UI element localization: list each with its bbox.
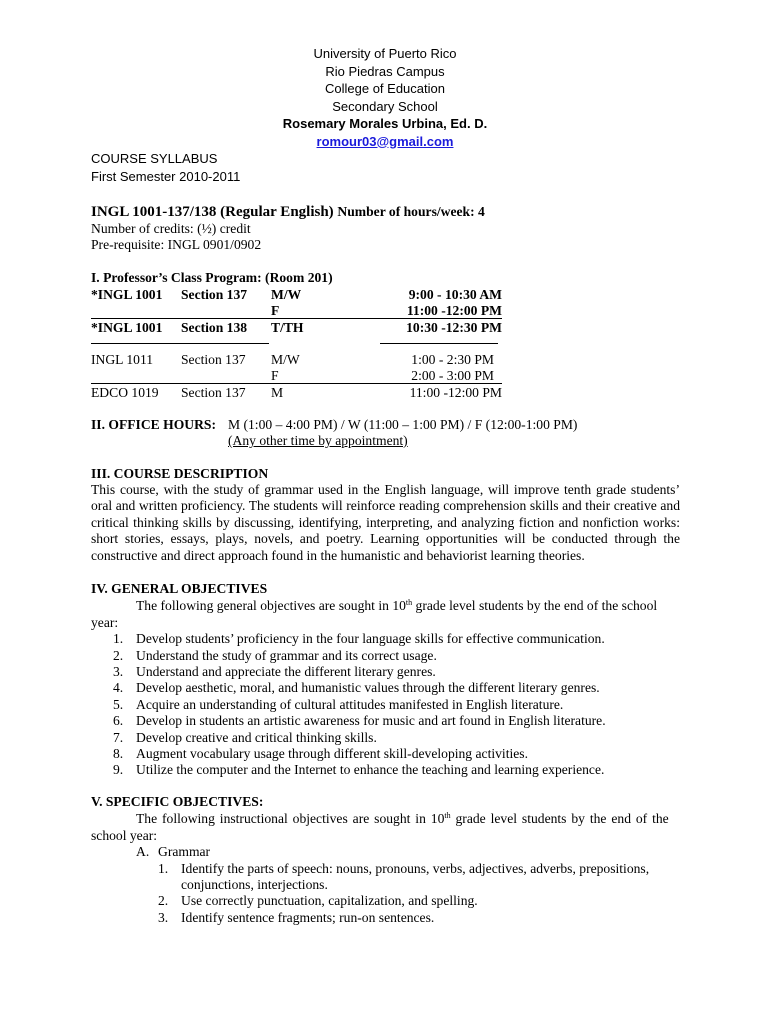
syllabus-label: COURSE SYLLABUS xyxy=(91,151,218,166)
university-name: University of Puerto Rico xyxy=(313,46,457,61)
office-hours-times: M (1:00 – 4:00 PM) / W (11:00 – 1:00 PM) / F (12:00-1:00 PM) xyxy=(228,417,578,432)
schedule-time: 1:00 - 2:30 PM xyxy=(411,352,494,367)
email-link[interactable]: romour03@gmail.com xyxy=(316,133,454,149)
specific-objectives xyxy=(91,794,680,926)
schedule-heading: I. Professor’s Class Program: (Room 201) xyxy=(91,270,333,285)
list-number: 4. xyxy=(113,680,124,696)
list-number: 2. xyxy=(113,647,124,663)
school-name: Secondary School xyxy=(332,98,438,114)
letterhead xyxy=(0,45,770,150)
divider xyxy=(91,318,502,319)
grammar-section xyxy=(91,844,680,860)
list-text: Develop students’ proficiency in the four language skills for effective communication. xyxy=(136,631,605,647)
office-hours-label: II. OFFICE HOURS: xyxy=(91,417,216,432)
semester: First Semester 2010-2011 xyxy=(91,168,241,184)
list-item xyxy=(91,680,680,696)
professor-name: Rosemary Morales Urbina, Ed. D. xyxy=(282,116,488,131)
syllabus-label-block xyxy=(91,150,240,185)
list-item xyxy=(91,893,680,909)
list-text: Identify sentence fragments; run-on sentences. xyxy=(181,909,435,925)
list-text: conjunctions, interjections. xyxy=(181,877,328,893)
intro-text: grade level students by the end of the school xyxy=(412,598,658,614)
list-item xyxy=(91,713,680,729)
intro-text: The following instructional objectives are sought in 10 xyxy=(136,811,445,827)
schedule-time: 10:30 -12:30 PM xyxy=(406,320,502,335)
general-objectives-heading: IV. GENERAL OBJECTIVES xyxy=(91,581,268,596)
prerequisite: Pre-requisite: INGL 0901/0902 xyxy=(91,237,262,253)
schedule-days: M/W xyxy=(271,352,300,367)
list-number: 7. xyxy=(113,729,124,745)
schedule-section: Section 138 xyxy=(181,320,248,335)
list-number: 9. xyxy=(113,762,124,778)
schedule-time: 9:00 - 10:30 AM xyxy=(408,287,502,302)
list-text: Understand and appreciate the different literary genres. xyxy=(136,664,436,680)
ordinal-suffix: th xyxy=(405,598,413,608)
list-number: 6. xyxy=(113,713,124,729)
list-item xyxy=(91,664,680,680)
list-number: 8. xyxy=(113,746,124,762)
schedule-section: Section 137 xyxy=(181,385,246,400)
ordinal-suffix: th xyxy=(444,811,451,821)
schedule-time: 2:00 - 3:00 PM xyxy=(411,368,494,383)
list-item xyxy=(91,861,680,894)
schedule-days: M xyxy=(271,385,284,400)
list-item xyxy=(91,910,680,926)
schedule-course: INGL 1011 xyxy=(91,352,154,367)
list-number: 2. xyxy=(158,893,169,909)
course-title: INGL 1001-137/138 (Regular English) xyxy=(91,204,334,220)
description-heading: III. COURSE DESCRIPTION xyxy=(91,466,269,481)
description-text: This course, with the study of grammar used in the English language, will improve tenth grade students’ oral and written proficiency. The students will reinforce reading comprehension skills and their creative and critical thinking skills by discussing, identifying, interpreting, and analyzing fiction and nonfiction works: short stories, essays, plays, novels, and poetry. Learning opportunities will be conducted through the constructive and direct approach found in the humanistic and behaviorist learning theories. xyxy=(91,482,680,563)
list-text: Develop creative and critical thinking skills. xyxy=(136,729,377,745)
list-number: 5. xyxy=(113,696,124,712)
intro-text: grade level students by the end of the xyxy=(450,811,669,827)
general-objectives xyxy=(91,581,680,779)
list-item xyxy=(91,746,680,762)
list-text: Acquire an understanding of cultural attitudes manifested in English literature. xyxy=(136,696,564,712)
schedule-time: 11:00 -12:00 PM xyxy=(409,385,502,400)
campus-name: Rio Piedras Campus xyxy=(325,63,445,79)
divider xyxy=(91,383,502,384)
list-item xyxy=(91,730,680,746)
schedule-course: *INGL 1001 xyxy=(91,320,163,335)
general-objectives-list xyxy=(91,631,680,779)
schedule-days: T/TH xyxy=(271,320,304,335)
schedule-days: F xyxy=(271,368,279,383)
general-objectives-intro-cont: year: xyxy=(91,614,119,630)
list-number: 1. xyxy=(113,631,124,647)
college-name: College of Education xyxy=(325,81,445,96)
divider xyxy=(380,343,498,344)
schedule-course: *INGL 1001 xyxy=(91,287,163,302)
list-item xyxy=(91,648,680,664)
schedule-course: EDCO 1019 xyxy=(91,385,159,400)
list-item xyxy=(91,631,680,647)
specific-objectives-intro-cont: school year: xyxy=(91,827,158,843)
list-text: Develop aesthetic, moral, and humanistic values through the different literary genres. xyxy=(136,680,600,696)
list-text: Understand the study of grammar and its correct usage. xyxy=(136,647,437,663)
list-text: Identify the parts of speech: nouns, pronouns, verbs, adjectives, adverbs, prepositions, xyxy=(181,860,650,876)
general-objectives-intro xyxy=(91,598,680,614)
credits: Number of credits: (½) credit xyxy=(91,221,251,236)
specific-objectives-heading: V. SPECIFIC OBJECTIVES: xyxy=(91,794,264,809)
hours-per-week: Number of hours/week: 4 xyxy=(337,204,485,219)
divider xyxy=(91,343,269,344)
intro-text: The following general objectives are sought in 10 xyxy=(136,598,406,614)
section-title: Grammar xyxy=(158,844,211,860)
specific-objectives-intro xyxy=(91,811,680,827)
schedule-section: Section 137 xyxy=(181,352,246,367)
list-number: 1. xyxy=(158,860,169,876)
list-text: Use correctly punctuation, capitalization, and spelling. xyxy=(181,893,478,909)
course-info xyxy=(91,203,485,254)
office-hours-note: (Any other time by appointment) xyxy=(228,433,408,448)
list-text: Utilize the computer and the Internet to enhance the teaching and learning experience. xyxy=(136,762,605,778)
schedule-time: 11:00 -12:00 PM xyxy=(406,303,502,318)
course-title-line xyxy=(91,203,485,221)
list-item xyxy=(91,762,680,778)
schedule-days: M/W xyxy=(271,287,302,302)
list-number: 3. xyxy=(113,664,124,680)
schedule-days: F xyxy=(271,303,280,318)
list-item xyxy=(91,697,680,713)
list-number: 3. xyxy=(158,909,169,925)
schedule-section: Section 137 xyxy=(181,287,248,302)
section-letter: A. xyxy=(136,844,150,860)
list-text: Develop in students an artistic awareness for music and art found in English literature. xyxy=(136,713,606,729)
list-text: Augment vocabulary usage through different skill-developing activities. xyxy=(136,746,528,762)
